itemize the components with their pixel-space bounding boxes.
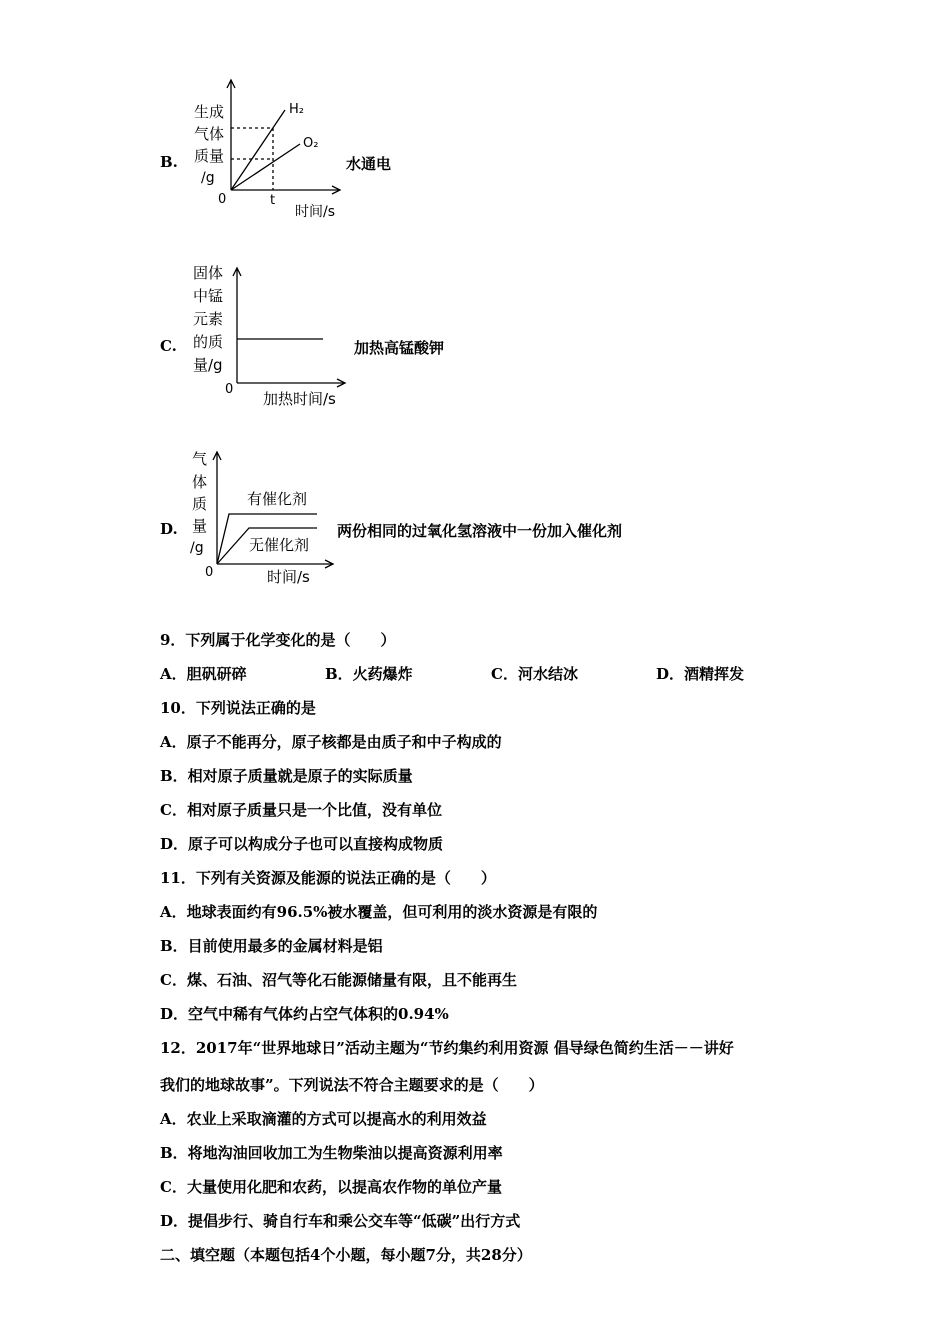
option-c-caption: 加热高锰酸钾 [354,339,445,357]
ylabel-line: 体 [192,473,208,491]
origin-label: 0 [218,192,227,207]
option-b-caption: 水通电 [346,155,392,173]
question-9-option-d: D．酒精挥发 [656,665,745,683]
question-12-option-c: C．大量使用化肥和农药，以提高农作物的单位产量 [160,1178,502,1196]
ylabel-line: 元素 [193,310,224,328]
question-10-option-b: B．相对原子质量就是原子的实际质量 [160,767,413,785]
ylabel-line: 生成 [194,103,225,121]
option-d-chart [185,446,345,590]
origin-label: 0 [225,382,234,397]
option-b-chart [185,70,360,230]
question-11-option-a: A．地球表面约有96.5%被水覆盖，但可利用的淡水资源是有限的 [160,903,598,921]
ylabel-line: 气体 [194,125,225,143]
option-d-caption: 两份相同的过氧化氢溶液中一份加入催化剂 [337,522,623,540]
option-c-chart [185,262,360,412]
ylabel-line: 质量 [194,147,225,165]
ylabel-line: 的质 [193,333,224,351]
question-10-option-c: C．相对原子质量只是一个比值，没有单位 [160,801,442,819]
question-11-option-b: B．目前使用最多的金属材料是铝 [160,937,383,955]
origin-label: 0 [205,565,214,580]
ylabel-line: 量/g [193,356,223,374]
question-9-stem: 9．下列属于化学变化的是（ ） [160,631,396,649]
series-line-o2 [231,144,300,190]
option-d-chart-svg [185,446,345,590]
series-label-catalyst: 有催化剂 [247,490,308,508]
section-2-heading: 二、填空题（本题包括4个小题，每小题7分，共28分） [160,1246,532,1264]
question-12-option-d: D．提倡步行、骑自行车和乘公交车等“低碳”出行方式 [160,1212,521,1230]
question-11-option-d: D．空气中稀有气体约占空气体积的0.94% [160,1005,449,1023]
question-10-option-d: D．原子可以构成分子也可以直接构成物质 [160,835,444,853]
ylabel-line: 质 [192,495,208,513]
option-b-chart-svg [185,70,360,230]
question-12-option-a: A．农业上采取滴灌的方式可以提高水的利用效益 [160,1110,487,1128]
xlabel: 时间/s [267,568,310,586]
question-12-option-b: B．将地沟油回收加工为生物柴油以提高资源利用率 [160,1144,503,1162]
series-line-h2 [231,110,285,190]
ylabel-line: 固体 [193,264,224,282]
ylabel-line: /g [190,540,204,556]
ylabel-line: 量 [192,517,208,535]
question-10-option-a: A．原子不能再分，原子核都是由质子和中子构成的 [160,733,502,751]
option-d-letter: D. [160,520,178,538]
question-9-option-a: A．胆矾研碎 [160,665,247,683]
ylabel-line: 气 [192,450,208,468]
question-11-stem: 11．下列有关资源及能源的说法正确的是（ ） [160,869,496,887]
x-marker-label: t [270,193,276,208]
series-label-h2: H₂ [289,102,304,117]
option-b-letter: B. [160,153,178,171]
question-9-option-b: B．火药爆炸 [325,665,413,683]
xlabel: 加热时间/s [263,390,336,408]
question-11-option-c: C．煤、石油、沼气等化石能源储量有限，且不能再生 [160,971,517,989]
xlabel: 时间/s [295,204,336,220]
series-label-o2: O₂ [303,136,319,151]
ylabel-line: /g [201,170,215,186]
series-label-no-catalyst: 无催化剂 [249,536,310,554]
question-12-stem-line1: 12．2017年“世界地球日”活动主题为“节约集约利用资源 倡导绿色简约生活－－讲好 [160,1039,734,1057]
question-9-option-c: C．河水结冰 [491,665,578,683]
ylabel-line: 中锰 [193,287,224,305]
option-c-chart-svg [185,262,360,412]
option-c-letter: C. [160,337,177,355]
question-12-stem-line2: 我们的地球故事”。下列说法不符合主题要求的是（ ） [160,1076,544,1094]
question-10-stem: 10．下列说法正确的是 [160,699,316,717]
